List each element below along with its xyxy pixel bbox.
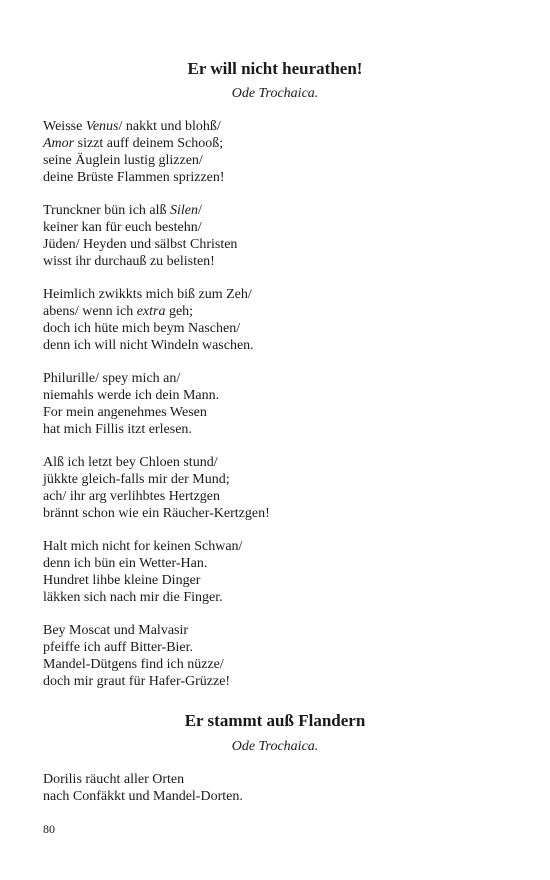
poem-subtitle: Ode Trochaica. <box>231 739 319 754</box>
poem-line <box>43 135 225 152</box>
poem-line <box>43 622 230 639</box>
poem-line <box>43 538 242 555</box>
line-text: hat mich Fillis itzt erlesen. <box>43 422 192 437</box>
line-text: nach Confäkkt und Mandel-Dorten. <box>43 789 243 804</box>
poem-line <box>43 555 242 572</box>
line-text: Trunckner bün ich alß <box>43 203 171 218</box>
stanza <box>43 771 243 805</box>
line-text: Heimlich zwikkts mich biß zum Zeh/ <box>43 287 252 302</box>
line-text: abens/ wenn ich <box>43 304 137 319</box>
line-text: doch ich hüte mich beym Naschen/ <box>43 321 241 336</box>
line-text: brännt schon wie ein Räucher-Kertzgen! <box>43 506 270 521</box>
poem-subtitle: Ode Trochaica. <box>231 86 319 101</box>
poem-line <box>43 370 219 387</box>
poem-line <box>43 286 254 303</box>
line-text: Dorilis räucht aller Orten <box>43 772 185 787</box>
line-text: Jüden/ Heyden und sälbst Christen <box>43 237 238 252</box>
stanza <box>43 454 270 522</box>
line-text: doch mir graut für Hafer-Grüzze! <box>43 674 231 689</box>
poem-line <box>43 404 219 421</box>
poem-title: Er stammt auß Flandern <box>184 711 366 730</box>
poem-line <box>43 673 230 690</box>
line-text: jükkte gleich-falls mir der Mund; <box>43 472 230 487</box>
line-text: Halt mich nicht for keinen Schwan/ <box>43 539 243 554</box>
line-text: For mein angenehmes Wesen <box>43 405 207 420</box>
poem-line <box>43 572 242 589</box>
italic-word: Silen <box>170 203 199 218</box>
stanza <box>43 538 242 606</box>
line-text: keiner kan für euch bestehn/ <box>43 220 202 235</box>
italic-word: Venus <box>85 119 119 134</box>
poem-line <box>43 152 225 169</box>
line-text: Weisse <box>43 119 86 134</box>
poem-line <box>43 488 270 505</box>
poem-line <box>43 303 254 320</box>
stanza <box>43 202 237 270</box>
poem-line <box>43 169 225 186</box>
stanza <box>43 622 230 690</box>
line-text: pfeiffe ich auff Bitter-Bier. <box>43 640 194 655</box>
line-text: Mandel-Dütgens find ich nüzze/ <box>43 657 224 672</box>
poem-line <box>43 118 225 135</box>
poem-line <box>43 387 219 404</box>
poem-line <box>43 505 270 522</box>
poem-line <box>43 771 243 788</box>
line-text: denn ich will nicht Windeln waschen. <box>43 338 254 353</box>
line-text: / <box>198 203 202 218</box>
poem-line <box>43 421 219 438</box>
italic-word: Amor <box>43 136 75 151</box>
italic-word: extra <box>136 304 166 319</box>
poem-line <box>43 656 230 673</box>
line-text: niemahls werde ich dein Mann. <box>43 388 220 403</box>
poem-line <box>43 639 230 656</box>
poem-line <box>43 202 237 219</box>
poem-line <box>43 320 254 337</box>
stanza <box>43 118 225 186</box>
line-text: Bey Moscat und Malvasir <box>43 623 189 638</box>
poem-line <box>43 236 237 253</box>
stanza <box>43 286 254 354</box>
line-text: Philurille/ spey mich an/ <box>43 371 181 386</box>
line-text: deine Brüste Flammen sprizzen! <box>43 170 225 185</box>
line-text: / nakkt und blohß/ <box>118 119 221 134</box>
line-text: wisst ihr durchauß zu belisten! <box>43 254 215 269</box>
poem-line <box>43 471 270 488</box>
line-text: seine Äuglein lustig glizzen/ <box>43 153 203 168</box>
line-text: läkken sich nach mir die Finger. <box>43 590 223 605</box>
page-number: 80 <box>43 822 55 836</box>
line-text: ach/ ihr arg verlihbtes Hertzgen <box>43 489 221 504</box>
line-text: Hundret lihbe kleine Dinger <box>43 573 201 588</box>
poem-line <box>43 454 270 471</box>
poem-line <box>43 253 237 270</box>
stanza <box>43 370 219 438</box>
poem-line <box>43 337 254 354</box>
line-text: sizzt auff deinem Schooß; <box>74 136 224 151</box>
line-text: Alß ich letzt bey Chloen stund/ <box>43 455 218 470</box>
poem-line <box>43 219 237 236</box>
poem-line <box>43 788 243 805</box>
poem-title: Er will nicht heurathen! <box>187 59 363 78</box>
line-text: geh; <box>165 304 194 319</box>
poem-line <box>43 589 242 606</box>
line-text: denn ich bün ein Wetter-Han. <box>43 556 208 571</box>
